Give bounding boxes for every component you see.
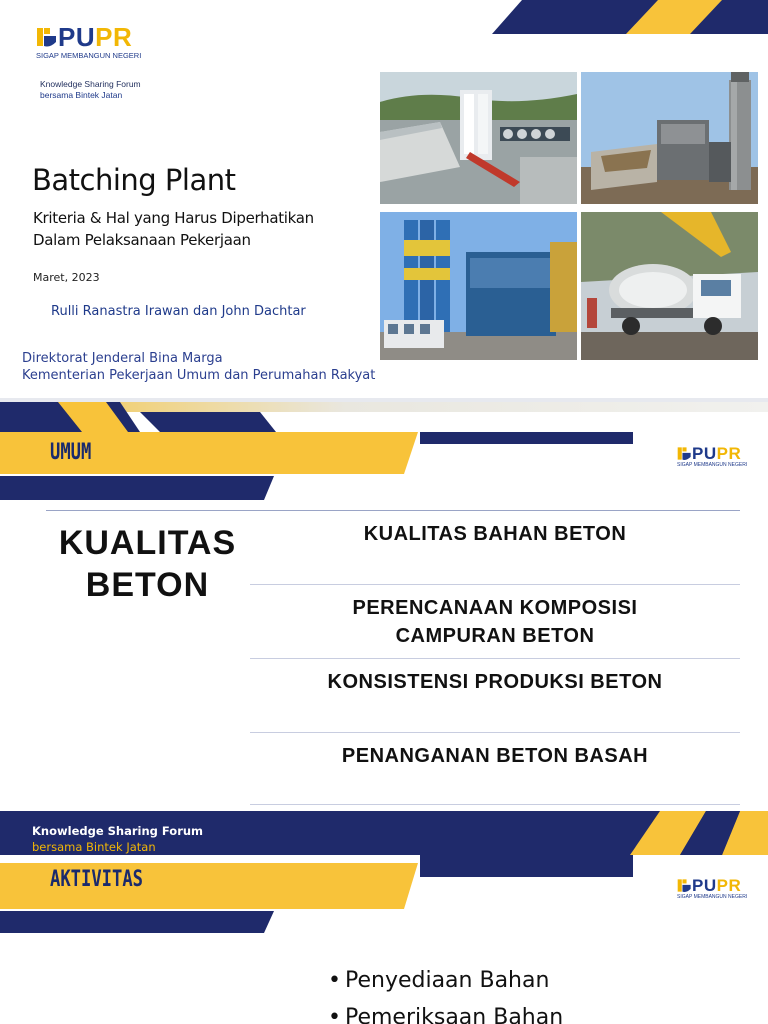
concrete-mixer-truck-photo — [581, 212, 758, 360]
batching-plant-silo-photo — [581, 72, 758, 204]
topic-item-line2: CAMPURAN BETON — [395, 625, 595, 647]
topic-item — [250, 520, 740, 548]
logo-tagline: SIGAP MEMBANGUN NEGERI — [677, 894, 748, 900]
presentation-subtitle — [33, 207, 314, 251]
topic-item — [250, 668, 740, 696]
directorate-line2: Kementerian Pekerjaan Umum dan Perumahan Rakyat — [22, 368, 376, 383]
title-slide — [0, 0, 768, 402]
topic-item-line1: KUALITAS BAHAN BETON — [363, 523, 627, 545]
section-header: AKTIVITAS — [50, 867, 143, 892]
list-item: • Penyediaan Bahan — [328, 962, 563, 999]
topic-divider — [250, 804, 740, 805]
forum-label — [32, 823, 203, 855]
topic-item — [250, 594, 740, 650]
directorate-info — [22, 350, 375, 384]
forum-line2: bersama Bintek Jatan — [40, 90, 123, 100]
topic-divider — [250, 732, 740, 733]
slide2-header-decoration — [0, 402, 768, 512]
topic-item — [250, 742, 740, 770]
pupr-emblem-icon — [677, 446, 692, 461]
list-item: • Pemeriksaan Bahan — [328, 999, 563, 1024]
forum-line1: Knowledge Sharing Forum — [40, 79, 141, 89]
pupr-logo — [677, 445, 747, 468]
top-divider — [46, 510, 740, 511]
umum-slide — [0, 402, 768, 807]
logo-wordmark: PUPR — [692, 876, 742, 895]
main-heading-line1: KUALITAS — [58, 524, 237, 562]
presentation-title: Batching Plant — [32, 163, 236, 197]
pupr-emblem-icon — [36, 26, 58, 48]
forum-line1: Knowledge Sharing Forum — [32, 824, 204, 838]
forum-label — [40, 79, 141, 101]
section-header: UMUM — [50, 440, 92, 465]
topic-item-line1: PENANGANAN BETON BASAH — [341, 745, 649, 767]
pupr-logo — [677, 877, 747, 900]
subtitle-line2: Dalam Pelaksanaan Pekerjaan — [33, 231, 251, 249]
activity-list — [328, 962, 563, 1024]
forum-line2: bersama Bintek Jatan — [32, 840, 156, 854]
logo-wordmark: PUPR — [58, 22, 133, 52]
topic-divider — [250, 658, 740, 659]
topic-item-line1: PERENCANAAN KOMPOSISI — [352, 597, 638, 619]
logo-tagline: SIGAP MEMBANGUN NEGERI — [36, 51, 142, 60]
top-navy-stripe — [492, 0, 768, 34]
topic-divider — [250, 584, 740, 585]
batching-plant-aerial-photo — [380, 72, 577, 204]
main-heading — [50, 522, 245, 606]
subtitle-line1: Kriteria & Hal yang Harus Diperhatikan — [33, 209, 314, 227]
directorate-line1: Direktorat Jenderal Bina Marga — [22, 351, 223, 366]
main-heading-line2: BETON — [85, 566, 210, 604]
presentation-authors: Rulli Ranastra Irawan dan John Dachtar — [51, 304, 306, 319]
aktivitas-slide — [0, 807, 768, 1024]
logo-wordmark: PUPR — [692, 444, 742, 463]
logo-tagline: SIGAP MEMBANGUN NEGERI — [677, 462, 748, 468]
pupr-emblem-icon — [677, 878, 692, 893]
batching-plant-blue-silos-photo — [380, 212, 577, 360]
presentation-date: Maret, 2023 — [33, 271, 100, 284]
pupr-logo — [36, 24, 141, 60]
topic-item-line1: KONSISTENSI PRODUKSI BETON — [327, 671, 663, 693]
